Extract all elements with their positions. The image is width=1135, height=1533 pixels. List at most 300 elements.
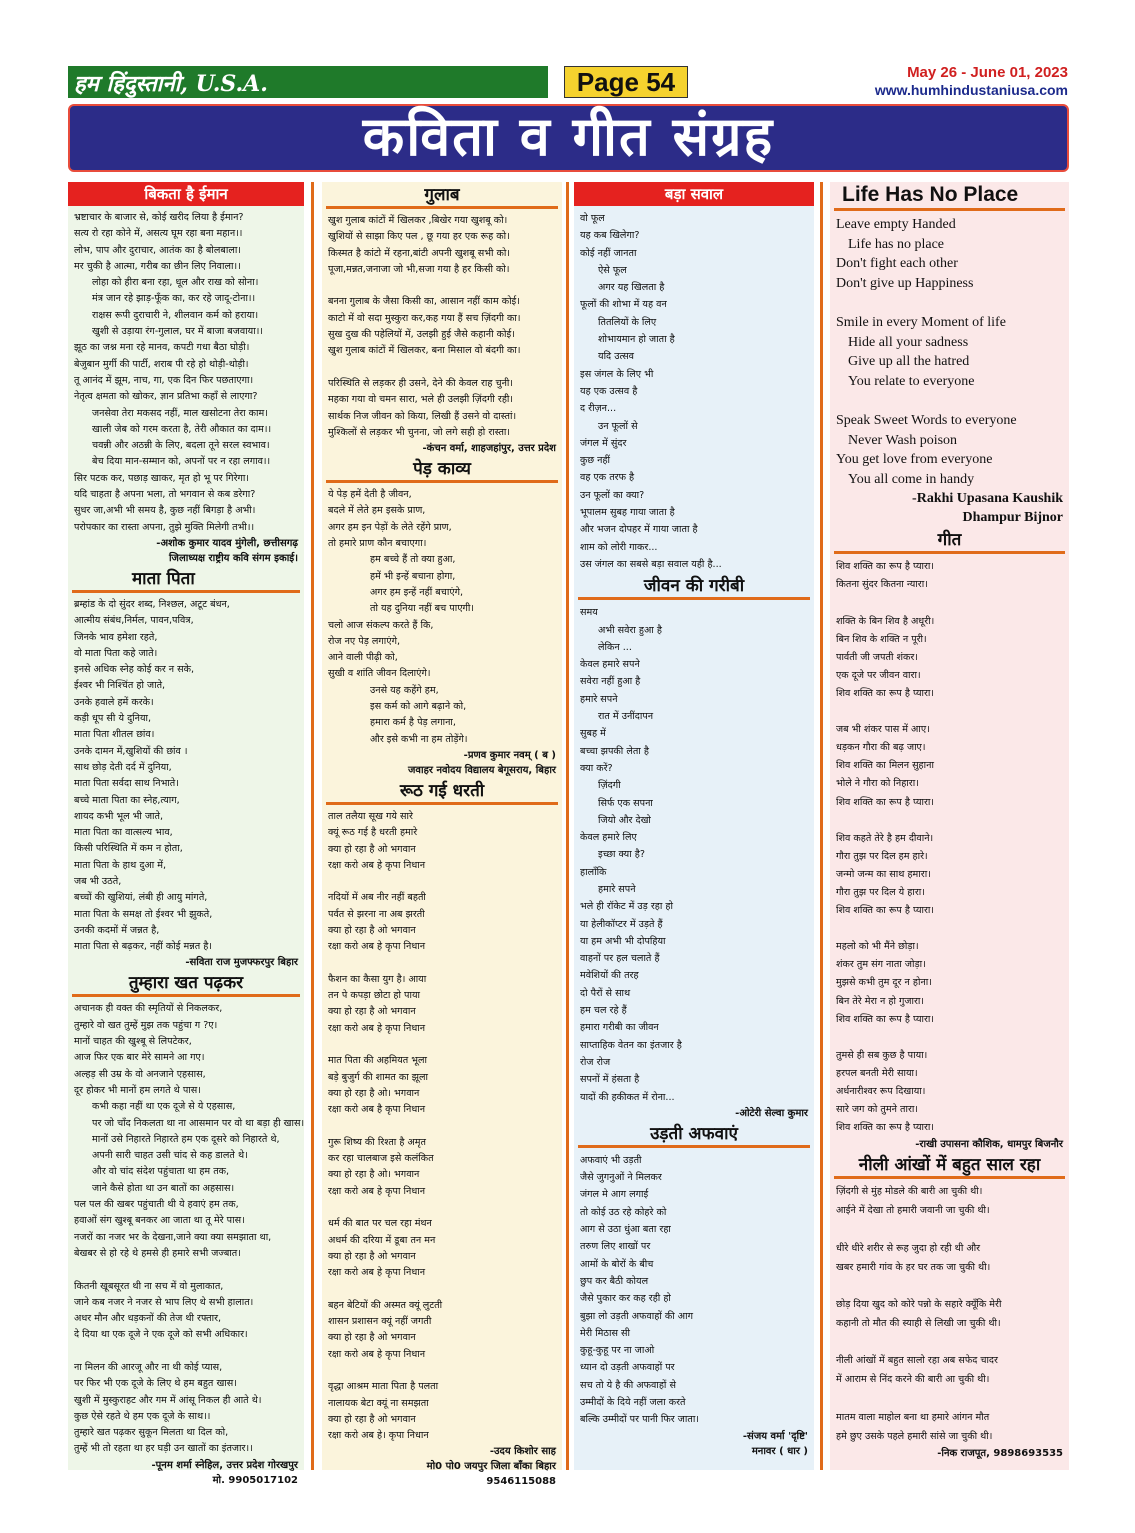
poem-line: और भजन दोपहर में गाया जाता है	[580, 524, 698, 536]
poem-author-place: Dhampur Bijnor	[962, 510, 1063, 526]
issue-date: May 26 - June 01, 2023	[907, 64, 1068, 81]
poem-line: ज़िंदगी से मुंह मोडले की बारी आ चुकी थी।	[836, 1186, 983, 1198]
poem-line: रोज नए पेड़ लगाएंगे,	[328, 635, 401, 647]
poem-line: क्या हो रहा है ओ। भगवान	[328, 1087, 420, 1099]
poem-title: गुलाब	[326, 184, 558, 209]
poem-author: -राखी उपासना कौशिक, धामपुर बिजनौर	[915, 1139, 1063, 1151]
poem-line: कहानी तो मौत की स्याही से लिखी जा चुकी थी।	[836, 1317, 1001, 1329]
poem-title: जीवन की गरीबी	[578, 575, 810, 600]
poem-line: कड़ी धूप सी ये दुनिया,	[74, 713, 152, 725]
poem-author: -ओटेरी सेल्वा कुमार	[735, 1107, 808, 1119]
poem-line: रक्षा करो अब हे कृपा निधान	[328, 941, 426, 953]
poem-line: सार्थक निज जीवन को किया, लिखी हैं उसने वो दास्तां।	[328, 410, 517, 422]
poem-title: गीत	[834, 529, 1065, 554]
poem-line: कोई नहीं जानता	[580, 247, 637, 259]
poem-line: सुबह में	[580, 728, 606, 740]
stanza-break	[328, 360, 556, 376]
poem-line: नजरों का नजर भर के देखना,जाने क्या क्या समझाता था,	[74, 1231, 272, 1243]
stanza-break	[328, 874, 556, 890]
poem-author: -कंचन वर्मा, शाहजहांपुर, उत्तर प्रदेश	[422, 443, 556, 455]
poem-body	[580, 604, 808, 1106]
poem-line: शिव शक्ति का रूप है प्यारा।	[836, 905, 935, 917]
poem-line: काटो में वो सदा मुस्कुरा कर,कह गया हैं सच ज़िंदगी का।	[328, 312, 521, 324]
column-2	[322, 182, 562, 1488]
poem-line: उनकी कदमों में जन्नत है,	[74, 924, 160, 936]
poem-line: कुछ ऐसे रहते थे हम एक दूजे के साथ।।	[74, 1410, 211, 1422]
poem-line: किस्मत है कांटो में रहना,बांटी अपनी खुशबू सभी को।	[328, 247, 510, 259]
poem-line: शिव शक्ति का रूप है प्यारा।	[836, 561, 935, 573]
poem-line: You relate to everyone	[848, 373, 975, 389]
poem-line: मानों चाहत की खुश्बू से लिपटेकर,	[74, 1036, 192, 1048]
poem-line: साथ छोड़ देती दर्द में दुनिया,	[74, 761, 172, 773]
poem-line: लोहा को हीरा बना रहा, धूल और राख को सोना।	[92, 277, 259, 289]
column-1	[68, 182, 305, 1486]
poem-line: आमों के बोरों के बीच	[580, 1258, 654, 1270]
poem-line: Don't fight each other	[836, 256, 958, 272]
column-divider	[820, 182, 823, 1470]
poem-line: कुहू-कुहू पर ना जाओ	[580, 1345, 655, 1357]
poem-title: बिकता है ईमान	[68, 182, 304, 206]
poem-line: दो पैरों से साथ	[580, 987, 631, 999]
poem-line: बिन तेरे मेरा न हो गुजारा।	[836, 995, 925, 1007]
poem-line: उन फूलों से	[598, 420, 638, 432]
poem-line: अफवाएं भी उड़ती	[580, 1154, 642, 1166]
poem-line: भूपालम सुबह गाया जाता है	[580, 507, 675, 519]
poem-line: माता पिता का वात्सल्य भाव,	[74, 827, 173, 839]
poem-author: -सविता राज मुजफ्फरपुर बिहार	[185, 957, 298, 969]
poem-line: अर्धनारीश्वर रूप दिखाया।	[836, 1086, 926, 1098]
poem-line: मंत्र जान रहे झाड़-फूँक का, कर रहे जादू-टोना।।	[92, 293, 256, 305]
poem-line: माता पिता सर्वदा साथ निभाते।	[74, 778, 179, 790]
poem-line: ब्रम्हांड के दो सुंदर शब्द, निश्छल, अटूट बंधन,	[74, 598, 230, 610]
poem-line: इच्छा क्या है?	[598, 849, 645, 861]
poem-line: रक्षा करो अब हे कृपा निधान	[328, 1185, 426, 1197]
poem-line: खाली जेब को गरम करता है, तेरी औकात का दाम।।	[92, 423, 272, 435]
poem-line: परोपकार का रास्ता अपना, तुझे मुक्ति मिलेगी तभी।।	[74, 521, 255, 533]
poem-line: दूर होकर भी मानों हम लगते थे पास।	[74, 1084, 201, 1096]
poem-body	[328, 487, 556, 748]
stanza-break	[836, 1334, 1063, 1353]
poem-body	[836, 558, 1063, 1137]
poem-line: छोड़ दिया खुद को कोरे पन्नो के सहारे क्यूँकि मेरी	[836, 1299, 1002, 1311]
poem-line: तितलियों के लिए	[598, 316, 657, 328]
poem-line: शंकर तुम संग नाता जोड़ा।	[836, 959, 926, 971]
poem-line: रक्षा करो अब हे कृपा निधान	[328, 1022, 426, 1034]
poem-line: गुरू शिष्य की रिश्ता है अमृत	[328, 1136, 427, 1148]
poem-line: एक दूजे पर जीवन वारा।	[836, 669, 921, 681]
poem-line: ना मिलन की आरजू और ना थी कोई प्यास,	[74, 1362, 223, 1373]
poem-line: सुधर जा,अभी भी समय है, कुछ नहीं बिगड़ा है अभी।	[74, 505, 256, 517]
poem-line: खबर हमारी गांव के हर घर तक जा चुकी थी।	[836, 1261, 991, 1273]
poem-line: हमारा गरीबी का जीवन	[580, 1022, 659, 1034]
poem-line: केवल हमारे सपने	[580, 659, 640, 671]
poem-line: उम्मीदों के दिये नहीं जला करते	[580, 1397, 686, 1408]
poem-line: बच्चे माता पिता का स्नेह,त्याग,	[74, 794, 180, 806]
poem-line: रक्षा करो अब हे कृपा निधान	[328, 859, 426, 871]
poem-line: और वो चांद संदेश पहुंचाता था हम तक,	[92, 1166, 230, 1178]
section-title: कविता व गीत संग्रह	[362, 105, 775, 168]
poem-line: माता पिता के समक्ष तो ईश्वर भी झुकते,	[74, 908, 213, 920]
poem-line: सच तो ये है की अफवाहों से	[580, 1379, 676, 1391]
poem-line: शोभायमान हो जाता है	[598, 334, 675, 346]
poem-line: अगर हम इन पेड़ों के लेते रहेंगे प्राण,	[328, 521, 452, 533]
poem-line: या हम अभी भी दोपहिया	[580, 935, 666, 947]
poem-line: महलो को भी मैंने छोड़ा।	[836, 941, 919, 953]
poem-line: वह एक तरफ है	[580, 472, 635, 484]
poem-line: क्या हो रहा है ओ भगवान	[328, 924, 416, 936]
poem-title: रूठ गई धरती	[326, 780, 558, 805]
poem-line: रक्षा करो अब हे कृपा निधान	[328, 1267, 426, 1279]
poem-line: उस जंगल का सबसे बड़ा सवाल यही है...	[580, 558, 722, 570]
poem-line: फूलों की शोभा में यह वन	[580, 299, 667, 311]
stanza-break	[328, 1119, 556, 1135]
poem-line: महका गया वो चमन सारा, भले ही उलझी ज़िंदगी रही।	[328, 394, 514, 406]
poem-line: जैसे जुगनुओं ने मिलकर	[580, 1172, 662, 1184]
poem-line: नीली आंखों में बहुत सालो रहा अब सफेद चादर	[836, 1355, 998, 1367]
poem-line: बनना गुलाब के जैसा किसी का, आसान नहीं काम कोई।	[328, 296, 520, 308]
poem-line: जंगल मे आग लगाई	[580, 1189, 649, 1201]
poem-line: वो माता पिता कहे जाते।	[74, 647, 158, 659]
poem-line: रक्षा करो अब हे कृपा निधान	[328, 1348, 426, 1360]
poem-line: तुम्हारे खत पढ़कर सुकून मिलता था दिल को,	[74, 1427, 229, 1439]
poem-line: हम चल रहे हैं	[580, 1005, 627, 1017]
poem-line: बल्कि उम्मीदों पर पानी फिर जाता।	[580, 1414, 699, 1426]
poem-line: नेतृत्व क्षमता को खोकर, ज्ञान प्रतिभा कहाँ से लाएगा?	[74, 391, 258, 403]
poem-line: क्या हो रहा है ओ भगवान	[328, 1413, 416, 1425]
poem-line: आईने में देखा तो हमारी जवानी जा चुकी थी।	[836, 1205, 990, 1217]
poem-line: तुमसे ही सब कुछ है पाया।	[836, 1049, 928, 1061]
poem-line: शक्ति के बिन शिव है अधूरी।	[836, 615, 935, 627]
poem-title: Life Has No Place	[834, 182, 1065, 211]
poem-line: धीरे धीरे शरीर से रूह जुदा हो रही थी और	[836, 1242, 981, 1254]
poem-line: और इसे कभी ना हम तोड़ेंगे।	[370, 733, 468, 745]
poem-line: जाने कैसे होता था उन बातों का अहसास।	[92, 1182, 235, 1194]
poem-line: कर रहा चालबाज इसे कलंकित	[328, 1153, 434, 1165]
poem-line: जनसेवा तेरा मकसद नहीं, माल खसोटना तेरा काम।	[92, 407, 268, 419]
poem-line: तन पे कपड़ा छोटा हो पाया	[328, 990, 421, 1002]
poem-line: बेजुबान मुर्गी की पार्टी, शराब पी रहे हो थोड़ी-थोड़ी।	[74, 358, 249, 370]
poem-line: द रीज़न...	[580, 403, 617, 415]
poem-line: Speak Sweet Words to everyone	[836, 412, 1017, 428]
poem-line: लेकिन ...	[598, 641, 632, 653]
poem-line: जैसे पुकार कर कह रही हो	[580, 1293, 671, 1305]
poem-line: हमारे सपने	[598, 883, 636, 895]
poem-line: तो हमारे प्राण कौन बचाएगा।	[328, 538, 427, 550]
masthead-logo	[68, 66, 548, 98]
poem-title: पेड़ काव्य	[326, 458, 558, 483]
poem-line: उन फूलों का क्या?	[580, 489, 645, 501]
poem-author: -पूनम शर्मा स्नेहिल, उत्तर प्रदेश गोरखपुर	[151, 1459, 298, 1471]
poem-line: जाने कब नजर ने नजर से भाप लिए थे सभी हालात।	[74, 1296, 254, 1308]
poem-line: माता पिता शीतल छांव।	[74, 729, 155, 741]
stanza-break	[836, 1277, 1063, 1296]
poem-line: उनसे यह कहेंगे हम,	[370, 684, 439, 696]
poem-line: गौरा तुझ पर दिल हम हारे।	[836, 850, 928, 862]
poem-line: ज़िंदगी	[598, 780, 621, 792]
poem-line: मात पिता की अहमियत भूला	[328, 1055, 428, 1067]
poem-line: अचानक ही वक्त की स्मृतियों से निकलकर,	[74, 1003, 223, 1015]
poem-line: तुम्हें भी तो रहता था हर घड़ी उन खातों का इंतजार।।	[74, 1443, 253, 1455]
poem-line: यदि उत्सव	[598, 351, 635, 363]
poem-line: इस कर्म को आगे बढ़ाने को,	[370, 701, 467, 713]
poem-line: मानों उसे निहारते निहारते हम एक दूसरे को निहारते थे,	[92, 1133, 280, 1145]
column-3	[574, 182, 814, 1470]
poem-line: जिनके भाव हमेशा रहते,	[74, 631, 158, 643]
poem-line: में आराम से निंद करने की बारी आ चुकी थी।	[836, 1374, 990, 1386]
stanza-break	[836, 812, 1063, 830]
poem-line: शाम को लोरी गाकर...	[580, 541, 658, 553]
poem-line: नदियों में अब नीर नहीं बहती	[328, 892, 426, 904]
poem-line: सिर पटक कर, पछाड़ खाकर, मृत हो भू पर गिरेगा।	[74, 472, 250, 484]
stanza-break	[836, 391, 1063, 411]
poem-line: You get love from everyone	[836, 452, 993, 468]
poem-line: हमे छुए उसके पहले हमारी सांसे जा चुकी थी।	[836, 1430, 993, 1442]
poem-line: सपनों में हंसता है	[580, 1074, 640, 1086]
poem-line: भले ही रॉकेट में उड़ रहा हो	[580, 901, 673, 913]
poem-line: ये पेड़ हमें देती है जीवन,	[328, 489, 412, 501]
poem-line: अभी सवेरा हुआ है	[598, 624, 662, 636]
poem-line: अल्हड़ सी उम्र के वो अनजाने एहसास,	[74, 1068, 206, 1080]
poem-line: अधर्म की दरिया में डूबा तन मन	[328, 1234, 436, 1246]
poem-line: Leave empty Handed	[836, 217, 956, 232]
poem-line: नालायक बेटा क्यूं ना समझता	[328, 1397, 429, 1409]
poem-line: बिन शिव के शक्ति न पूरी।	[836, 633, 927, 645]
poem-line: मवेशियों की तरह	[580, 970, 639, 982]
poem-line: तो यह दुनिया नहीं बच पाएगी।	[370, 603, 475, 615]
poem-line: वो फूल	[580, 213, 605, 224]
poem-line: शासन प्रशासन क्यूं नहीं जगती	[328, 1316, 432, 1328]
poem-line: जन्मो जन्म का साथ हमारा।	[836, 868, 931, 880]
poem-body	[74, 597, 298, 956]
stanza-break	[328, 1363, 556, 1379]
poem-line: क्या करें?	[580, 762, 613, 774]
poem-line: बुझा लो उड़ती अफवाहों की आग	[580, 1310, 693, 1322]
poem-line: रक्षा करो अब है कृपा निधान	[328, 1104, 426, 1116]
poem-line: शिव शक्ति का रूप है प्यारा।	[836, 796, 935, 808]
poem-body	[74, 210, 298, 536]
poem-line: हरपल बनती मेरी साया।	[836, 1067, 918, 1079]
poem-title: उड़ती अफवाएं	[578, 1123, 810, 1148]
poem-line: भोले ने गौरा को निहारा।	[836, 778, 919, 790]
page-number-label: Page 54	[564, 66, 688, 98]
poem-line: शिव शक्ति का रूप है प्यारा।	[836, 1122, 935, 1134]
poem-line: इनसे अधिक स्नेह कोई कर न सके,	[74, 664, 195, 676]
stanza-break	[328, 1200, 556, 1216]
column-divider	[566, 182, 569, 1470]
poem-line: जियो और देखो	[598, 814, 651, 826]
poem-line: बच्चों की खुशियां, लंबी ही आयु मांगते,	[74, 892, 208, 904]
poem-body	[74, 1001, 305, 1457]
poem-line: खुशी से उड़ाया रंग-गुलाल, घर में बाजा बजवाया।।	[92, 326, 263, 338]
poem-line: क्या हो रहा है ओ भगवान	[328, 1006, 416, 1018]
poem-line: गौरा तुझ पर दिल ये हारा।	[836, 887, 925, 898]
poem-line: इस जंगल के लिए भी	[580, 368, 654, 380]
poem-line: रोज रोज	[580, 1056, 611, 1068]
poem-line: आग से उठा धुंआ बता रहा	[580, 1224, 671, 1236]
poem-body	[836, 215, 1063, 489]
poem-line: पर जो चाँद निकलता था ना आसमान पर वो था बड़ा ही खास।	[92, 1117, 305, 1129]
poem-line: बदले में लेते हम इसके प्राण,	[328, 505, 426, 517]
poem-line: अगर हम इन्हें नहीं बचाएंगे,	[370, 586, 464, 598]
poem-line: तरुण लिए शाखों पर	[580, 1241, 651, 1253]
poem-line: जंगल में सुंदर	[580, 437, 627, 449]
poem-line: बेखबर से हो रहे थे हमसे ही हमारे सभी जज्बात।	[74, 1247, 241, 1259]
poem-author-detail: मो0 पो0 जयपुर जिला बाँका बिहार	[426, 1461, 556, 1473]
poem-line: छुप कर बैठी कोयल	[580, 1275, 649, 1287]
poem-line: परिस्थिति से लड़कर ही उसने, देने की केवल राह चुनी।	[328, 377, 514, 389]
poem-line: मुश्किलों से लड़कर भी चुनना, जो लगे सही हो रास्ता।	[328, 426, 511, 438]
poem-line: शायद कभी भूल भी जाते,	[74, 810, 164, 822]
poem-author-phone: 9546115088	[486, 1476, 556, 1488]
poem-body	[328, 213, 556, 441]
poem-line: अगर यह खिलता है	[598, 282, 665, 294]
poem-body	[328, 809, 556, 1445]
poem-line: खुश गुलाब कांटों में खिलकर, बना मिसाल वो बंदगी का।	[328, 345, 521, 357]
poem-line: ईश्वर भी निश्चिंत हो जाते,	[74, 680, 166, 692]
poem-author: -अशोक कुमार यादव मुंगेली, छत्तीसगढ़	[156, 537, 298, 549]
stanza-break	[836, 293, 1063, 313]
poem-author-detail: मनावर ( धार )	[751, 1445, 808, 1457]
poem-line: शिव कहते तेरे है हम दीवाने।	[836, 832, 934, 844]
poem-title: बड़ा सवाल	[574, 182, 814, 206]
poem-line: दे दिया था एक दूजे ने एक दूजे को सभी अधिकार।	[74, 1329, 248, 1341]
poem-line: पर फिर भी एक दूजे के लिए थे हम बहुत खास।	[74, 1378, 237, 1390]
poem-title: माता पिता	[72, 568, 300, 593]
poem-line: किसी परिस्थिति में कम न होता,	[74, 843, 183, 855]
poem-line: रात में उनींदापन	[598, 711, 654, 723]
website-link[interactable]: www.humhindustaniusa.com	[874, 82, 1068, 98]
stanza-break	[836, 920, 1063, 938]
poem-line: आज फिर एक बार मेरे सामने आ गए।	[74, 1052, 205, 1064]
poem-line: अधर मौन और धड़कनों की तेज थी रफ्तार,	[74, 1313, 222, 1325]
stanza-break	[836, 1390, 1063, 1409]
section-banner	[68, 104, 1069, 172]
poem-line: तो कोई उठ रहे कोहरे को	[580, 1206, 667, 1218]
stanza-break	[328, 1037, 556, 1053]
poem-line: कभी कहा नहीं था एक दूजे से ये एहसास,	[92, 1101, 236, 1113]
poem-line: हमें भी इन्हें बचाना होगा,	[370, 570, 456, 582]
poem-body	[836, 1183, 1063, 1446]
poem-body	[580, 210, 808, 573]
poem-line: जब भी उठते,	[74, 875, 122, 887]
poem-line: Give up all the hatred	[848, 354, 970, 370]
poem-body	[580, 1152, 808, 1429]
poem-line: Hide all your sadness	[848, 334, 969, 350]
poem-line: मातम वाला माहोल बना था हमारे आंगन मौत	[836, 1411, 990, 1423]
poem-line: You all come in handy	[848, 471, 975, 487]
poem-line: बहन बेटियों की अस्मत क्यूं लुटती	[328, 1299, 443, 1311]
poem-author: -प्रणव कुमार नवम् ( ब )	[463, 749, 556, 761]
poem-line: सारे जग को तुमने तारा।	[836, 1104, 918, 1116]
poem-line: ध्यान दो उड़ती अफवाहों पर	[580, 1362, 675, 1374]
poem-line: पार्वती जी जपती शंकर।	[836, 651, 918, 663]
poem-line: खुश गुलाब कांटों में खिलकर ,बिखेर गया खुशबू को।	[328, 215, 508, 226]
poem-line: मुझसे कभी तुम दूर न होना।	[836, 977, 932, 989]
poem-line: Smile in every Moment of life	[836, 314, 1006, 330]
poem-line: पूजा,मन्नत,जनाजा जो भी,सजा गया है हर किसी को।	[328, 263, 510, 275]
poem-line: उनके हवाले हमें करके।	[74, 696, 154, 708]
poem-line: वाहनों पर हल चलाते हैं	[580, 953, 660, 965]
logo-text: हम हिंदुस्तानी, U.S.A.	[74, 71, 268, 97]
poem-line: हालाँकि	[580, 866, 607, 878]
poem-line: माता पिता से बढ़कर, नहीं कोई मन्नत है।	[74, 941, 212, 953]
stanza-break	[328, 1282, 556, 1298]
poem-line: यह एक उत्सव है	[580, 385, 638, 397]
column-divider	[311, 182, 314, 1470]
poem-line: क्या हो रहा है ओ भगवान	[328, 1332, 416, 1344]
poem-line: शिव शक्ति का रूप है प्यारा।	[836, 687, 935, 699]
poem-line: कितना सुंदर कितना न्यारा।	[836, 579, 928, 591]
poem-line: Life has no place	[848, 236, 945, 252]
poem-line: क्या हो रहा है ओ। भगवान	[328, 1169, 420, 1181]
poem-author: -उदय किशोर साह	[489, 1446, 556, 1458]
poem-line: पर्वत से झरना ना अब झरती	[328, 908, 425, 920]
poem-line: हम बच्चे हैं तो क्या हुआ,	[370, 554, 456, 566]
poem-line: जब भी शंकर पास में आए।	[836, 724, 930, 736]
poem-line: सुख दुख की पहेलियों में, उलझी हुई जैसे कहानी कोई।	[328, 329, 515, 341]
poem-line: क्या हो रहा है ओ भगवान	[328, 843, 416, 855]
poem-line: माता पिता के हाथ दुआ में,	[74, 859, 167, 871]
poem-line: बड़े बुजुर्ग की शामत का झूला	[328, 1071, 429, 1083]
poem-line: कुछ नहीं	[580, 455, 611, 467]
poem-author-detail: जिलाध्यक्ष राष्ट्रीय कवि संगम इकाई।	[168, 552, 298, 564]
poem-line: या हेलीकॉप्टर में उड़ते हैं	[580, 918, 663, 930]
poem-line: साप्ताहिक वेतन का इंतजार है	[580, 1039, 682, 1051]
poem-line: हवाओं संग खुश्बू बनकर आ जाता था तू मेरे पास।	[74, 1215, 245, 1227]
poem-line: धर्म की बात पर चल रहा मंथन	[328, 1218, 432, 1230]
poem-line: खुशी में मुस्कुराहट और गम में आंसू निकल ही आते थे।	[74, 1394, 262, 1406]
poem-line: रक्षा करो अब हे। कृपा निधान	[328, 1430, 429, 1442]
stanza-break	[328, 278, 556, 294]
poem-line: तुम्हारे वो खत तुम्हें मुझ तक पहुंचा ग ?ए।	[74, 1019, 218, 1031]
poem-line: उनके दामन में,खुशियों की छांव ।	[74, 745, 188, 757]
poem-line: ऐसे फूल	[598, 264, 627, 276]
stanza-break	[74, 1344, 298, 1360]
stanza-break	[74, 1262, 298, 1278]
poem-line: यह कब खिलेगा?	[580, 230, 640, 242]
poem-line: सिर्फ एक सपना	[598, 797, 653, 809]
poem-author-phone: मो. 9905017102	[212, 1474, 298, 1486]
poem-line: हमारा कर्म है पेड़ लगाना,	[370, 717, 456, 729]
poem-author: -निक राजपूत, 9898693535	[937, 1448, 1063, 1460]
poem-line: क्या हो रहा है ओ भगवान	[328, 1250, 416, 1262]
poem-line: ताल तलैया सूख गये सारे	[328, 810, 413, 822]
poem-line: फैशन का कैसा युग है। आया	[328, 973, 427, 985]
poem-title: नीली आंखों में बहुत साल रहा	[834, 1154, 1065, 1179]
poem-line: हमारे सपने	[580, 693, 618, 705]
poem-line: यादों की हकीकत में रोना...	[580, 1091, 675, 1103]
poem-line: Never Wash poison	[848, 432, 958, 448]
poem-line: शिव शक्ति का रूप है प्यारा।	[836, 1013, 935, 1025]
poem-line: लोभ, पाप और दुराचार, आतंक का है बोलबाला।	[74, 244, 241, 256]
column-4	[830, 182, 1069, 1470]
poem-line: खुशियों से साझा किए पल , छू गया हर एक रूह को।	[328, 231, 510, 243]
poem-line: समय	[580, 607, 598, 619]
poem-line: सुखी व शांति जीवन दिलाएंगे।	[328, 668, 431, 680]
poem-line: झूठ का जश्न मना रहे मानव, कपटी गधा बैठा घोड़ी।	[74, 342, 250, 354]
poem-line: मर चुकी है आत्मा, गरीब का छीन लिए निवाला।।	[74, 260, 241, 272]
stanza-break	[836, 703, 1063, 721]
poem-line: चवन्नी और अठन्नी के लिए, बदला तूने सरल स्वभाव।	[92, 440, 270, 452]
poem-author: -Rakhi Upasana Kaushik	[912, 491, 1063, 507]
poem-line: सवेरा नहीं हुआ है	[580, 676, 641, 688]
poem-line: शिव शक्ति का मिलन सुहाना	[836, 760, 934, 772]
poem-line: Don't give up Happiness	[836, 275, 974, 291]
poem-line: मेरी मिठास सी	[580, 1327, 630, 1339]
poem-line: अपनी सारी चाहत उसी चांद से कह डालते थे।	[92, 1150, 248, 1162]
poem-line: केवल हमारे लिए	[580, 832, 637, 844]
stanza-break	[836, 1221, 1063, 1240]
